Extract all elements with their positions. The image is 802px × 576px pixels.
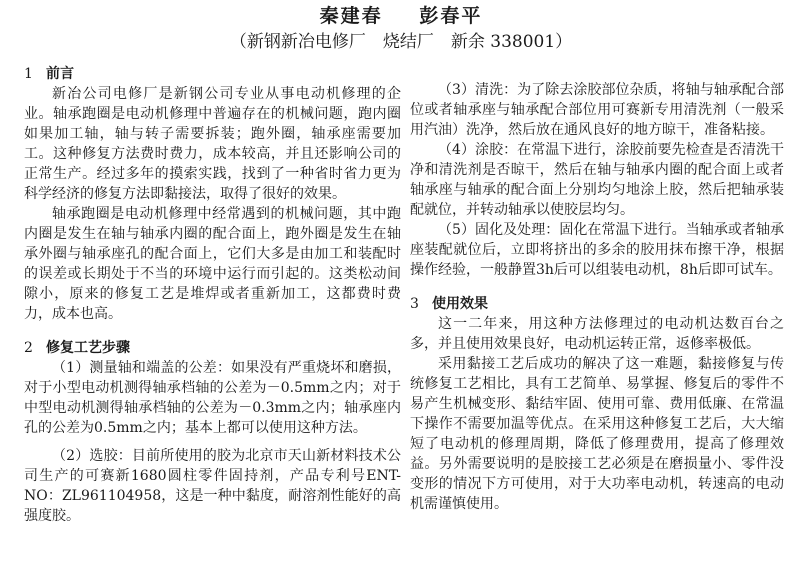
section-number: 2 [24, 340, 33, 356]
paragraph: 这一二年来，用这种方法修理过的电动机达数百台之多，并且使用效果良好，电动机运转正常，返修率极低。 [410, 316, 784, 352]
author-name: 秦建春 [319, 5, 383, 27]
paragraph: （5）固化及处理：固化在常温下进行。当轴承或者轴承座装配就位后，立即将挤出的多余的胶用抹布擦干净，根据操作经验，一般静置3h后可以组装电动机，8h后即可试车。 [410, 222, 784, 278]
affiliation: （新钢新冶电修厂 烧结厂 新余 338001） [229, 32, 573, 52]
paragraph: （3）清洗：为了除去涂胶部位杂质，将轴与轴承配合部位或者轴承座与轴承配合部位用可赛新专用清洗剂（一般采用汽油）洗净，然后放在通风良好的地方晾干，准备粘接。 [410, 82, 784, 138]
authors [0, 4, 802, 28]
right-column [410, 80, 784, 514]
section-heading [24, 64, 401, 84]
paragraph: （2）选胶：目前所使用的胶为北京市天山新材料技术公司生产的可赛新1680圆柱零件固持剂，产品专利号ENT-NO：ZL961104958，这是一种中黏度，耐溶剂性能好的高强度胶。 [24, 448, 401, 524]
section-title: 前言 [46, 66, 74, 82]
paragraph: 新冶公司电修厂是新钢公司专业从事电动机修理的企业。轴承跑圈是电动机修理中普遍存在的机械问题，跑内圈如果加工轴，轴与转子需要拆装；跑外圈，轴承座需要加工。这种修复方法费时费力，成本较高，并且还影响公司的正常生产。经过多年的摸索实践，找到了一种省时省力更为科学经济的修复方法即黏接法，取得了很好的效果。 [24, 86, 401, 202]
section-number: 3 [410, 296, 419, 312]
section-title: 使用效果 [432, 296, 488, 312]
paragraph: （1）测量轴和端盖的公差：如果没有严重烧坏和磨损，对于小型电动机测得轴承档轴的公差为－0.5mm之内；对于中型电动机测得轴承档轴的公差为－0.3mm之内；轴承座内孔的公差为0.5mm之内；基本上都可以使用这种方法。 [24, 360, 401, 436]
paragraph: 轴承跑圈是电动机修理中经常遇到的机械问题，其中跑内圈是发生在轴与轴承内圈的配合面上，跑外圈是发生在轴承外圈与轴承座孔的配合面上，它们大多是由加工和装配时的误差或长期处于不当的环境中运行而引起的。这类松动间隙小，原来的修复工艺是堆焊或者重新加工，这都费时费力，成本也高。 [24, 206, 401, 322]
left-column [24, 64, 401, 526]
paragraph: 采用黏接工艺后成功的解决了这一难题，黏接修复与传统修复工艺相比，具有工艺简单、易掌握、修复后的零件不易产生机械变形、黏结牢固、使用可靠、费用低廉、在常温下操作不需要加温等优点。在采用这种修复工艺后，大大缩短了电动机的修理周期，降低了修理费用，提高了修理效益。另外需要说明的是胶接工艺必须是在磨损量小、零件没变形的情况下方可使用，对于大功率电动机，转速高的电动机需谨慎使用。 [410, 356, 784, 512]
section-number: 1 [24, 66, 33, 82]
section-title: 修复工艺步骤 [46, 340, 130, 356]
section-heading [24, 338, 401, 358]
author-name: 彭春平 [419, 5, 483, 27]
paragraph: （4）涂胶：在常温下进行，涂胶前要先检查是否清洗干净和清洗剂是否晾干，然后在轴与轴承内圈的配合面上或者轴承座与轴承的配合面上分别均匀地涂上胶，然后把轴承装配就位，并转动轴承以使胶层均匀。 [410, 142, 784, 218]
section-heading [410, 294, 784, 314]
